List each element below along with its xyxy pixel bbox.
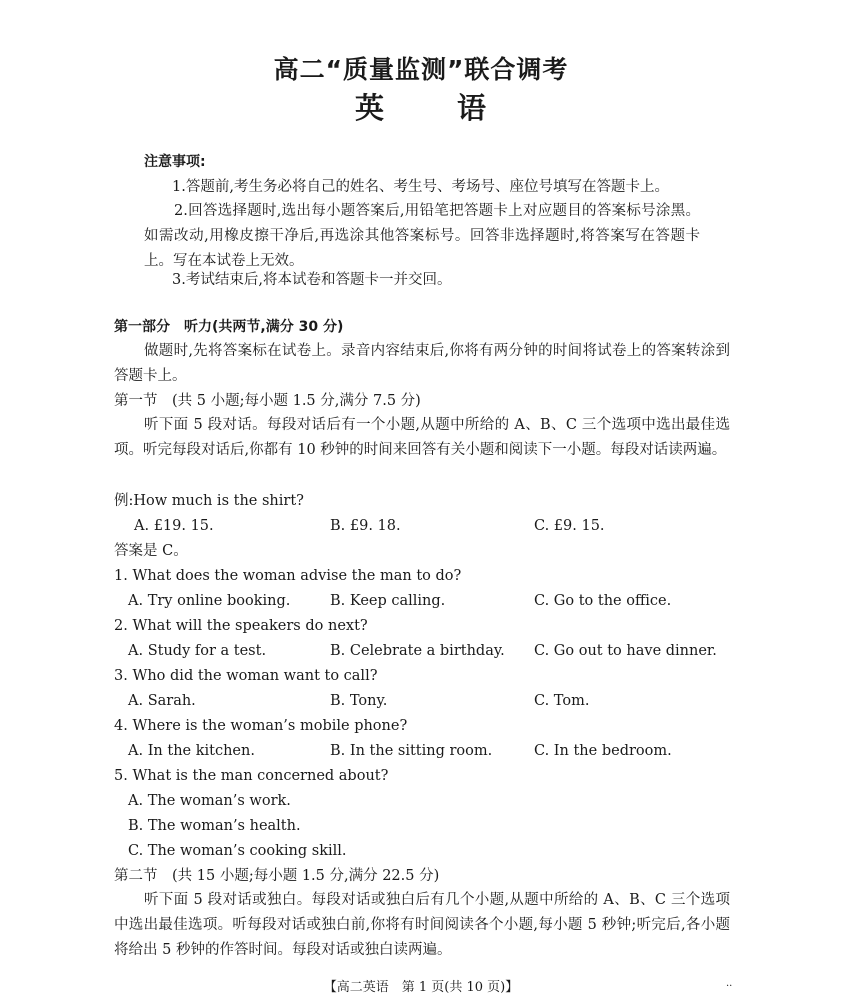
question-3-option-a: A. Sarah. <box>128 693 196 709</box>
question-2-option-c: C. Go out to have dinner. <box>534 643 717 659</box>
section2-heading: 第二节 (共 15 小题;每小题 1.5 分,满分 22.5 分) <box>114 868 440 884</box>
section2-intro: 听下面 5 段对话或独白。每段对话或独白后有几个小题,从题中所给的 A、B、C 三个选项中选出最佳选项。听每段对话或独白前,你将有时间阅读各个小题,每小题 5 秒钟;听完后,各小题将给出 5 秒钟的作答时间。每段对话或独白读两遍。 <box>114 892 730 958</box>
question-5-option-a: A. The woman’s work. <box>128 793 291 809</box>
notice-item-3: 3.考试结束后,将本试卷和答题卡一并交回。 <box>172 272 452 288</box>
question-4-option-a: A. In the kitchen. <box>128 743 255 759</box>
page-footer: 【高二英语 第 1 页(共 10 页)】 <box>323 980 519 995</box>
question-3-option-c: C. Tom. <box>534 693 590 709</box>
question-1: 1. What does the woman advise the man to do? <box>114 568 462 584</box>
part1-heading: 第一部分 听力(共两节,满分 30 分) <box>114 319 344 335</box>
notice-heading: 注意事项: <box>144 154 206 170</box>
question-1-option-b: B. Keep calling. <box>330 593 446 609</box>
question-4-option-b: B. In the sitting room. <box>330 743 493 759</box>
question-5: 5. What is the man concerned about? <box>114 768 389 784</box>
question-3: 3. Who did the woman want to call? <box>114 668 378 684</box>
example-option-b: B. £9. 18. <box>330 518 401 534</box>
question-2-option-b: B. Celebrate a birthday. <box>330 643 505 659</box>
exam-title: 高二“质量监测”联合调考 <box>273 55 569 84</box>
question-4: 4. Where is the woman’s mobile phone? <box>114 718 408 734</box>
question-2: 2. What will the speakers do next? <box>114 618 368 634</box>
question-1-option-a: A. Try online booking. <box>128 593 291 609</box>
example-question: 例:How much is the shirt? <box>114 493 304 509</box>
subject-char-2: 语 <box>457 91 488 125</box>
question-3-option-b: B. Tony. <box>330 693 388 709</box>
question-4-option-c: C. In the bedroom. <box>534 743 672 759</box>
example-answer: 答案是 C。 <box>114 543 188 559</box>
subject-char-1: 英 <box>354 91 385 125</box>
footer-mark: .. <box>726 978 733 989</box>
question-1-option-c: C. Go to the office. <box>534 593 672 609</box>
example-option-c: C. £9. 15. <box>534 518 605 534</box>
question-5-option-b: B. The woman’s health. <box>128 818 301 834</box>
example-option-a: A. £19. 15. <box>134 518 214 534</box>
notice-item-2: 2.回答选择题时,选出每小题答案后,用铅笔把答题卡上对应题目的答案标号涂黑。如需改动,用橡皮擦干净后,再选涂其他答案标号。回答非选择题时,将答案写在答题卡上。写在本试卷上无效。 <box>144 203 700 269</box>
part1-intro: 做题时,先将答案标在试卷上。录音内容结束后,你将有两分钟的时间将试卷上的答案转涂到答题卡上。 <box>114 343 730 384</box>
section1-heading: 第一节 (共 5 小题;每小题 1.5 分,满分 7.5 分) <box>114 393 421 409</box>
notice-item-1: 1.答题前,考生务必将自己的姓名、考生号、考场号、座位号填写在答题卡上。 <box>172 179 669 195</box>
subject-title <box>0 86 842 127</box>
question-5-option-c: C. The woman’s cooking skill. <box>128 843 347 859</box>
question-2-option-a: A. Study for a test. <box>128 643 267 659</box>
section1-intro: 听下面 5 段对话。每段对话后有一个小题,从题中所给的 A、B、C 三个选项中选出最佳选项。听完每段对话后,你都有 10 秒钟的时间来回答有关小题和阅读下一小题。每段对话读两遍。 <box>114 417 730 458</box>
